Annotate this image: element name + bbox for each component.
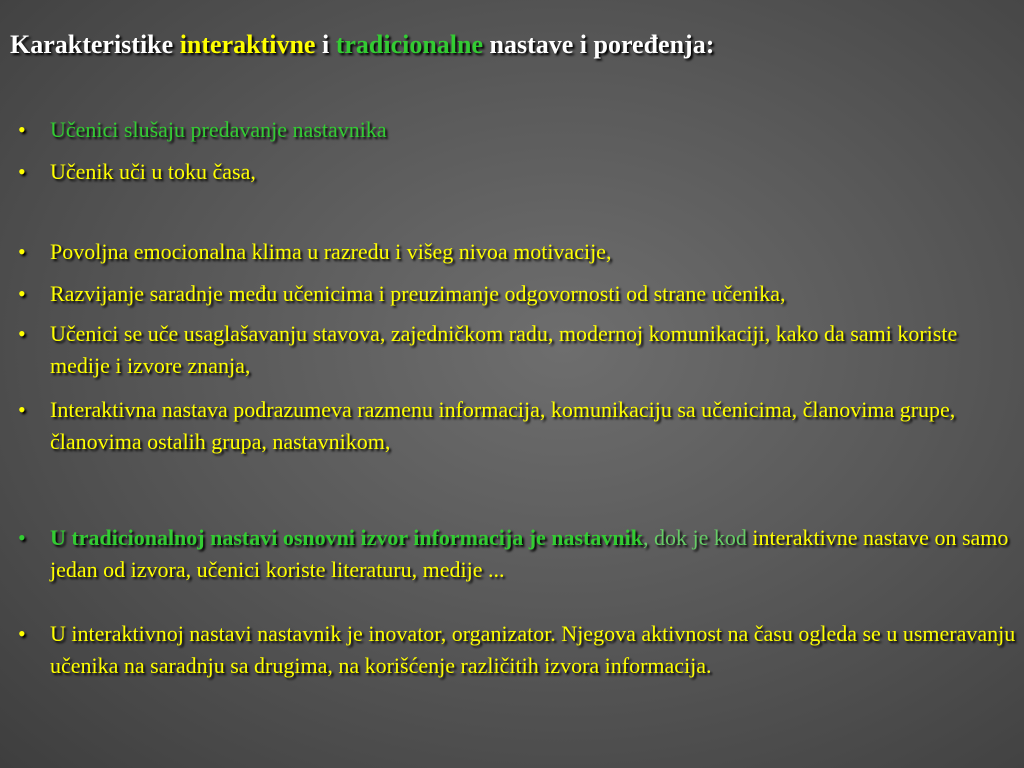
- bullet-dot: •: [18, 621, 26, 646]
- bullet-7-bold-green: U tradicionalnoj nastavi osnovni izvor informacija je nastavnik: [50, 525, 644, 550]
- bullet-dot: •: [18, 525, 26, 550]
- title-tradicionalne: tradicionalne: [335, 30, 484, 59]
- title-part-3: i: [315, 30, 336, 59]
- bullet-item-2: [18, 156, 1016, 188]
- bullet-item-8: [18, 618, 1016, 682]
- bullet-dot: •: [18, 239, 26, 264]
- bullet-item-5: [18, 318, 1016, 382]
- bullet-text: Učenici slušaju predavanje nastavnika: [50, 117, 387, 142]
- bullet-dot: •: [18, 281, 26, 306]
- bullet-text: Povoljna emocionalna klima u razredu i višeg nivoa motivacije,: [50, 239, 612, 264]
- bullet-item-3: [18, 236, 1016, 268]
- bullet-item-6: [18, 394, 1016, 458]
- bullet-text: Interaktivna nastava podrazumeva razmenu informacija, komunikaciju sa učenicima, članovima grupe, članovima ostalih grupa, nastavnikom,: [50, 397, 956, 454]
- title-part-5: nastave i poređenja:: [483, 30, 715, 59]
- bullet-text: U interaktivnoj nastavi nastavnik je inovator, organizator. Njegova aktivnost na času ogleda se u usmeravanju učenika na saradnju sa drugima, na korišćenje različitih izvora informacija.: [50, 621, 1016, 678]
- slide-title: [10, 30, 714, 60]
- bullet-text: Razvijanje saradnje među učenicima i preuzimanje odgovornosti od strane učenika,: [50, 281, 786, 306]
- bullet-dot: •: [18, 321, 26, 346]
- bullet-text: Učenik uči u toku časa,: [50, 159, 256, 184]
- bullet-item-1: [18, 114, 1016, 146]
- bullet-dot: •: [18, 117, 26, 142]
- bullet-7-plain-green: , dok je kod: [643, 525, 747, 550]
- bullet-7-yellow: interaktivne nastave on samo jedan od izvora, učenici koriste literaturu, medije ...: [50, 525, 1009, 582]
- bullet-text: Učenici se uče usaglašavanju stavova, zajedničkom radu, modernoj komunikaciji, kako da sami koriste medije i izvore znanja,: [50, 321, 958, 378]
- bullet-item-7: [18, 522, 1016, 586]
- bullet-dot: •: [18, 159, 26, 184]
- bullet-dot: •: [18, 397, 26, 422]
- bullet-text: [50, 522, 1016, 586]
- title-interaktivne: interaktivne: [179, 30, 316, 59]
- title-part-1: Karakteristike: [10, 30, 180, 59]
- bullet-item-4: [18, 278, 1016, 310]
